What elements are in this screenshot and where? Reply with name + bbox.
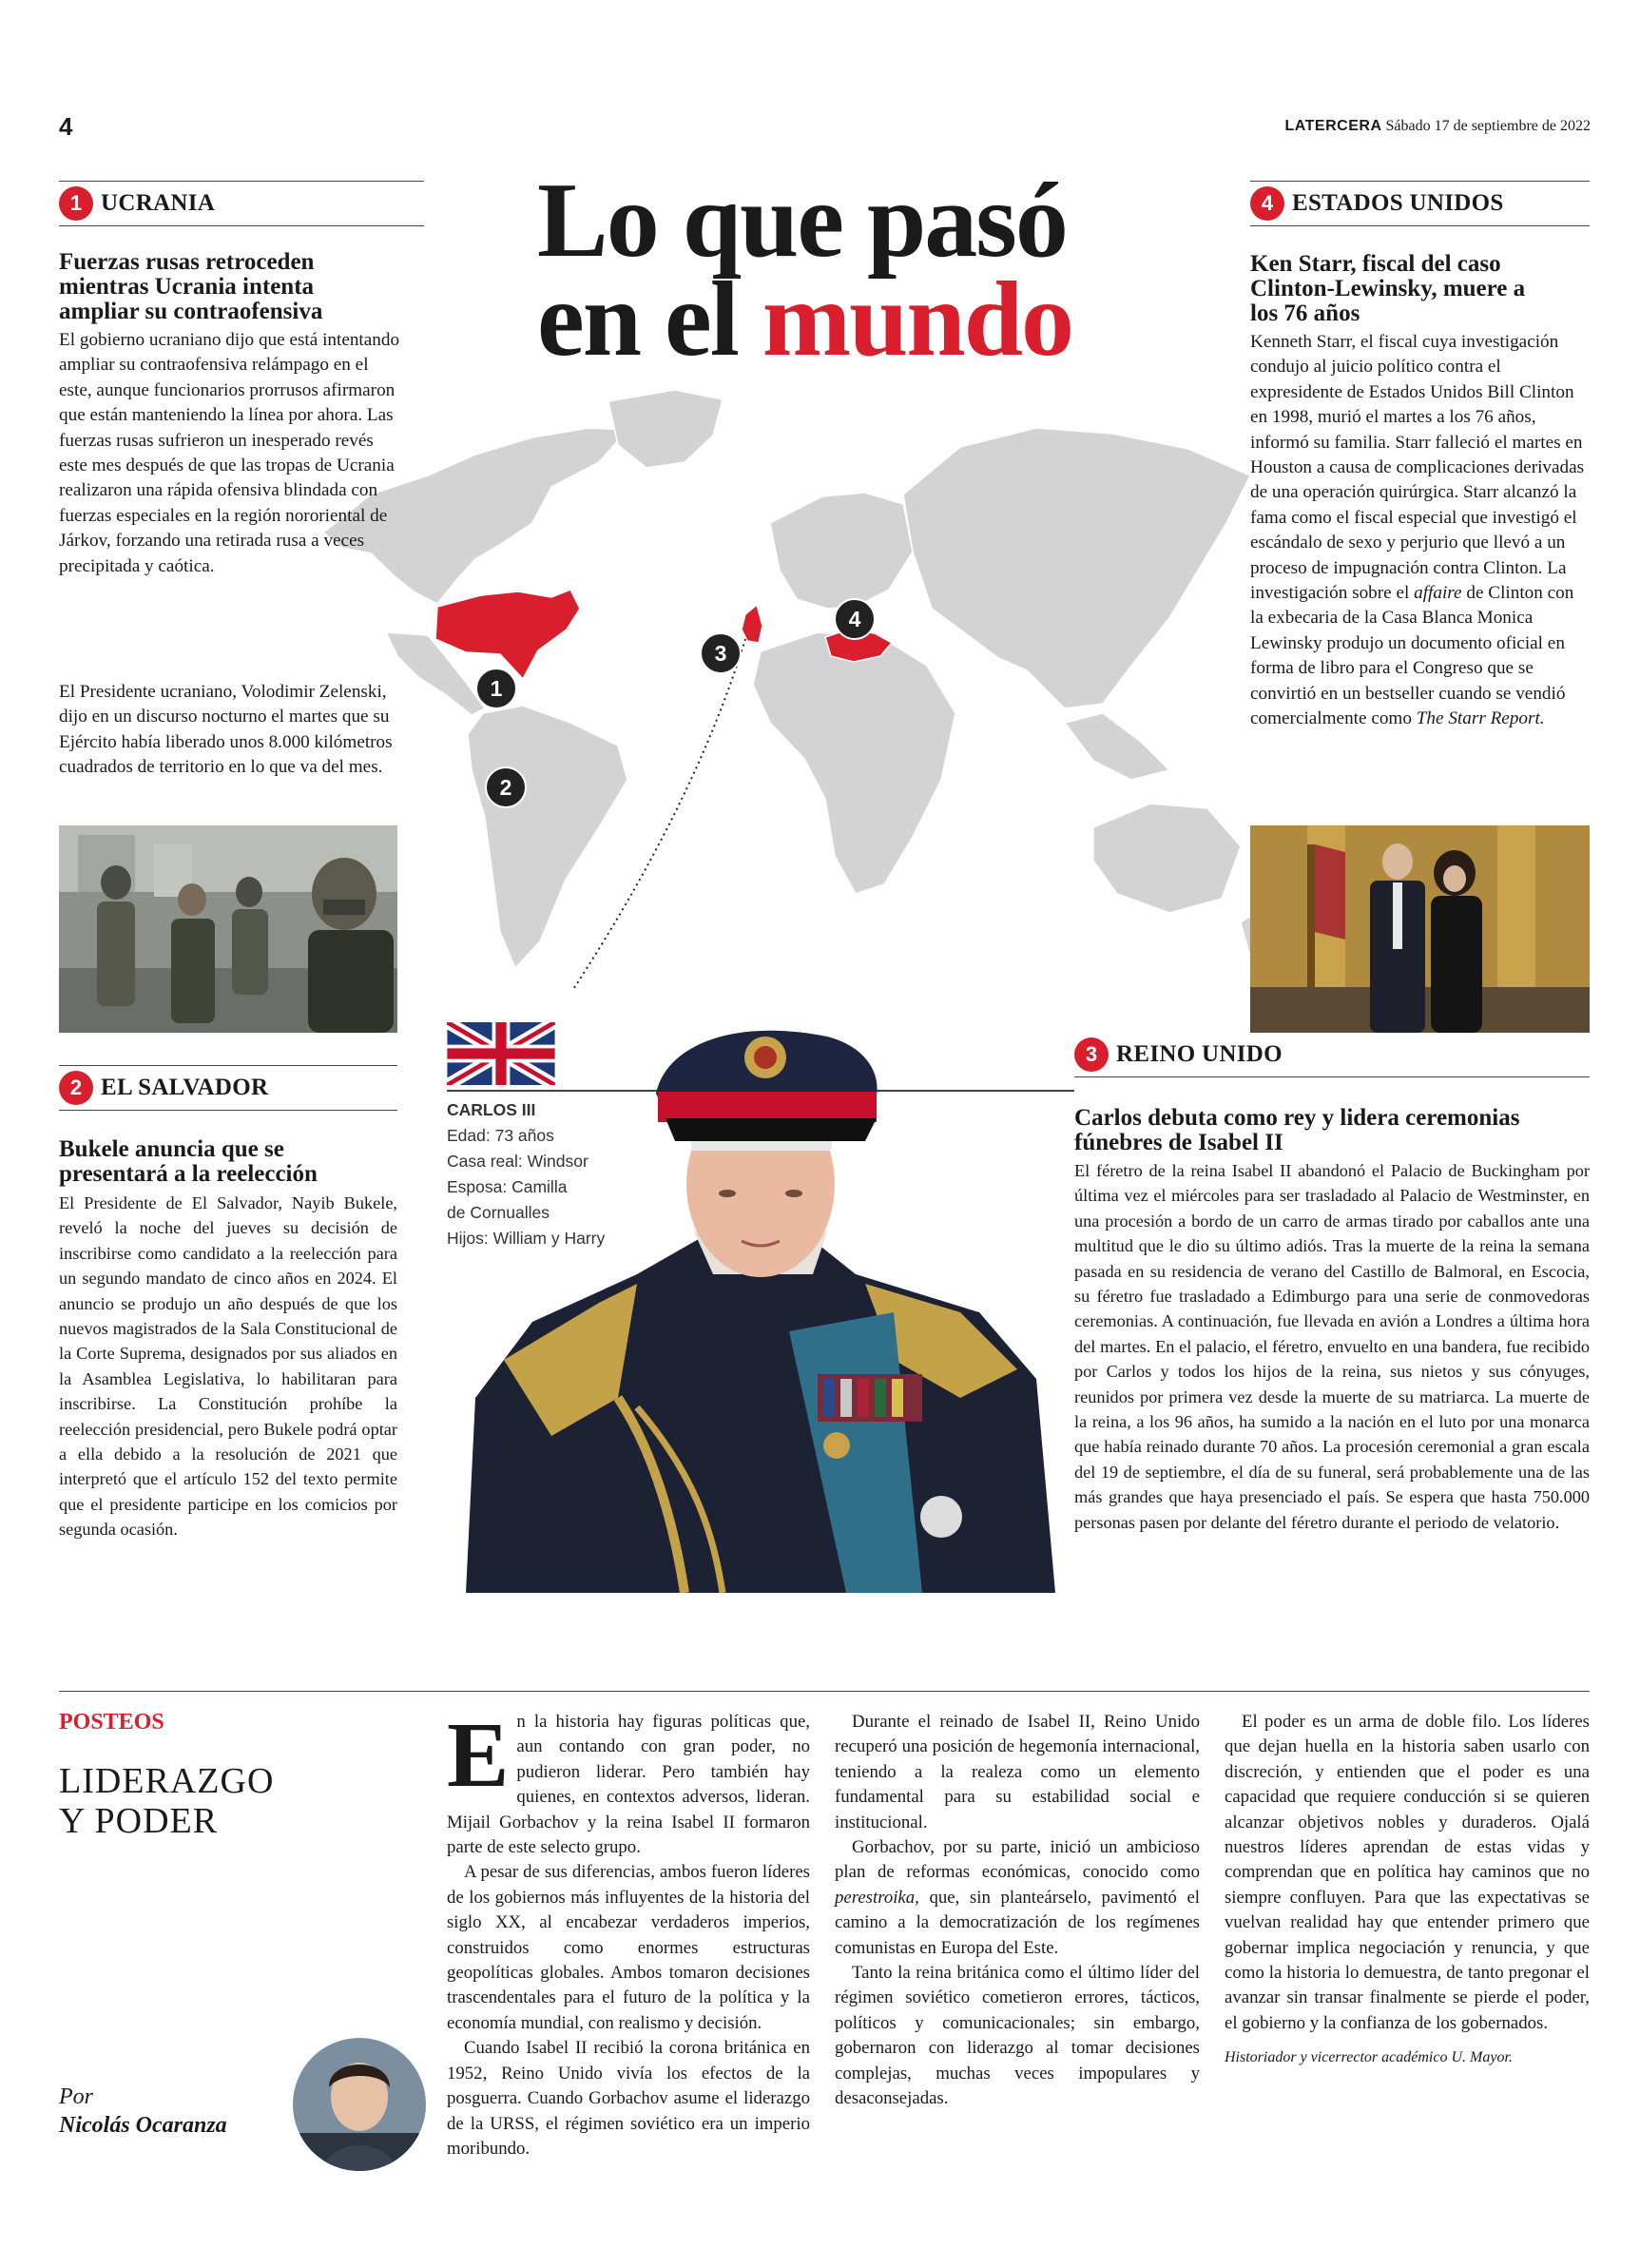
map-australia [1093, 804, 1241, 913]
ukraine-section-label: UCRANIA [101, 190, 216, 216]
map-pin-3: 3 [700, 632, 742, 674]
posteos-title-line2: Y PODER [59, 1801, 219, 1841]
posteos-paragraph-3: Cuando Isabel II recibió la corona británica en 1952, Reino Unido vivía los efectos de la posguerra. Cuando Gorbachov asume el liderazgo de la URSS, el régimen soviético era un imperio moribundo. [447, 2038, 810, 2159]
map-pin-4: 4 [834, 598, 876, 640]
byline-author: Nicolás Ocaranza [59, 2113, 227, 2138]
page-title-line2-black: en el [537, 261, 762, 378]
posteos-column-1 [447, 1704, 810, 2161]
masthead-date: Sábado 17 de septiembre de 2022 [1385, 118, 1591, 134]
ukraine-body-2: El Presidente ucraniano, Volodimir Zelenski, dijo en un discurso nocturno el martes que su Ejército había liberado unos 8.000 kilómetros cuadrados de territorio en lo que va del mes. [59, 682, 393, 778]
dropcap: E [447, 1704, 510, 1807]
ukraine-header [59, 181, 424, 226]
posteos-column-2 [835, 1710, 1200, 2112]
byline [59, 2083, 227, 2140]
map-greenland [608, 390, 723, 468]
posteos-paragraph-2: A pesar de sus diferencias, ambos fueron líderes de los gobiernos más influyentes de la historia del siglo XX, al encabezar verdaderos imperios, construidos como enormes estructuras geopolíticas globales. Ambos tomaron decisiones trascendentales para el futuro de la política y la economía mundial, con realismo y decisión. [447, 1862, 810, 2033]
el-salvador-section [59, 1065, 397, 1111]
byline-by: Por [59, 2084, 93, 2109]
carlos-info-spouse-2: de Cornualles [447, 1203, 550, 1222]
usa-section-label: ESTADOS UNIDOS [1292, 190, 1504, 216]
map-asia [903, 428, 1250, 708]
map-usa-highlight [435, 590, 580, 679]
usa-header [1250, 181, 1590, 226]
usa-body-part-a: Kenneth Starr, el fiscal cuya investigación condujo al juicio político contra el expresidente de Estados Unidos Bill Clinton en 1998, murió el martes a los 76 años, informó su familia. Starr falleció el martes en Houston a causa de complicaciones derivadas de una operación quirúrgica. Starr alcanzó la fama como el fiscal especial que investigó el escándalo de sexo y perjurio que llevó a un proceso de impugnación contra Clinton. La investigación sobre el [1250, 332, 1585, 604]
posteos-kicker: POSTEOS [59, 1710, 164, 1735]
map-pin-1: 1 [475, 668, 517, 709]
carlos-info-age: Edad: 73 años [447, 1126, 554, 1145]
page-title-line2 [537, 261, 1072, 378]
author-avatar [293, 2038, 426, 2171]
usa-body-part-b: de Clinton con la exbecaria de la Casa Blanca Monica Lewinsky produjo un documento oficial en forma de libro para el Congreso que se convirtió en un bestseller cuando se vendió comercialmente como [1250, 583, 1574, 729]
uk-section-label: REINO UNIDO [1116, 1041, 1283, 1067]
ukraine-badge: 1 [59, 186, 93, 221]
world-map [314, 380, 1264, 989]
masthead-brand: LATERCERA [1284, 118, 1382, 134]
posteos-paragraph-1: n la historia hay figuras políticas que, aun contando con gran poder, no pudieron liderar. Pero también hay quienes, en contextos adversos, lideran. Mijail Gorbachov y la reina Isabel II formaron parte de este selecto grupo. [447, 1712, 810, 1858]
ukraine-body: El gobierno ucraniano dijo que está intentando ampliar su contraofensiva relámpago en el este, aunque funcionarios prorrusos afirmaron que están manteniendo la línea por ahora. Las fuerzas rusas sufrieron un inesperado revés este mes después de que las tropas de Ucrania realizaron una rápida ofensiva blindada con fuerzas especiales en la región nororiental de Járkov, forzando una retirada rusa a veces precipitada y caótica. [59, 330, 400, 576]
posteos-paragraph-5 [835, 1835, 1200, 1961]
carlos-info-name: CARLOS III [447, 1100, 536, 1119]
uk-section [1074, 1033, 1590, 1077]
king-charles-photo [447, 998, 1055, 1593]
el-salvador-headline: Bukele anuncia que se presentará a la reelección [59, 1136, 318, 1187]
uk-header [1074, 1033, 1590, 1077]
el-salvador-body: El Presidente de El Salvador, Nayib Bukele, reveló la noche del jueves su decisión de inscribirse como candidato a la reelección para un segundo mandato de cinco años en 2024. El anuncio se produjo un año después de que los nuevos magistrados de la Sala Constitucional de la Corte Suprema, designados por sus aliados en la Asamblea Legislativa, lo habilitaran para inscribirse. La Constitución prohíbe la reelección presidencial, pero Bukele podrá optar a ella debido a la resolución de 2021 que interpretó que el artículo 152 del texto permite que el presidente participe en los comicios por segunda ocasión. [59, 1193, 397, 1540]
page-title-line2-red: mundo [762, 261, 1072, 378]
page-title [537, 162, 1072, 378]
usa-body-emphasis-affaire: affaire [1414, 583, 1462, 604]
posteos-paragraph-5-emphasis: perestroika [835, 1887, 916, 1908]
ukraine-headline: Fuerzas rusas retroceden mientras Ucrania intenta ampliar su contraofensiva [59, 249, 323, 324]
el-salvador-section-label: EL SALVADOR [101, 1075, 269, 1100]
carlos-info-spouse-1: Esposa: Camilla [447, 1177, 568, 1196]
map-africa [753, 632, 955, 894]
usa-section [1250, 181, 1590, 226]
map-southeast-asia [1065, 713, 1169, 780]
map-pin-2: 2 [485, 766, 527, 808]
posteos-paragraph-4: Durante el reinado de Isabel II, Reino Unido recuperó una posición de hegemonía internacional, teniendo a la realeza como un elemento fundamental para su estabilidad social e institucional. [835, 1712, 1200, 1832]
posteos-paragraph-5-b: , que, sin planteárselo, pavimentó el camino a la democratización de los regímenes comunistas en Europa del Este. [835, 1887, 1200, 1958]
page-number: 4 [59, 112, 73, 141]
el-salvador-header [59, 1065, 397, 1111]
usa-photo [1250, 825, 1590, 1033]
posteos-paragraph-7: El poder es un arma de doble filo. Los líderes que dejan huella en la historia saben usarlo con discreción, y entienden que el poder es una capacidad que requiere conducción si se quieren alcanzar objetivos nobles y duraderos. Ojalá nuestros líderes aprendan de estas vidas y comprendan que en política hay caminos que no siempre confluyen. Para que las expectativas se vuelvan realidad hay que entender primero que gobernar implica negociación y renuncia, y que como la historia lo demuestra, de tanto pregonar el avanzar sin transar finalmente se pierde el poder, el gobierno y la confianza de los gobernados. [1225, 1712, 1590, 2033]
ukraine-photo [59, 825, 397, 1033]
posteos-title [59, 1761, 274, 1841]
map-uk-highlight [742, 605, 762, 643]
carlos-info-children: Hijos: William y Harry [447, 1229, 606, 1248]
masthead [1285, 118, 1591, 135]
map-south-america [468, 706, 627, 968]
el-salvador-badge: 2 [59, 1071, 93, 1105]
ukraine-section [59, 181, 424, 226]
usa-body [1250, 330, 1590, 732]
page-title-line1: Lo que pasó [537, 162, 1067, 280]
posteos-title-line1: LIDERAZGO [59, 1761, 275, 1801]
usa-headline: Ken Starr, fiscal del caso Clinton-Lewinsky, muere a los 76 años [1250, 251, 1526, 326]
uk-body: El féretro de la reina Isabel II abandonó el Palacio de Buckingham por última vez el miércoles para ser trasladado al Palacio de Westminster, en una procesión a bordo de un carro de armas tirado por caballos ante una multitud que le dio su último adiós. Tras la muerte de la reina la semana pasada en su residencia de verano del Castillo de Balmoral, en Escocia, su féretro fue trasladado a Edimburgo para una serie de conmovedoras ceremonias. A continuación, fue llevada en avión a Londres a última hora del martes. En el palacio, el féretro, envuelto en una bandera, fue recibido por Carlos y todos los hijos de la reina, sus nietos y sus cónyuges, reunidos por primera vez desde la muerte de su matriarca. La muerte de la reina, a los 96 años, ha sumido a la nación en el luto por una monarca que había reinado durante 70 años. La procesión ceremonial a gran escala del 19 de septiembre, el día de su funeral, será probablemente una de las más grandes que haya presenciado el país. Se espera que hasta 750.000 personas pasen por delante del féretro durante el periodo de velatorio. [1074, 1161, 1590, 1532]
posteos-column-3 [1225, 1710, 1590, 2068]
map-europe [770, 493, 913, 609]
posteos-signature: Historiador y vicerrector académico U. Mayor. [1225, 2049, 1513, 2066]
uk-badge: 3 [1074, 1037, 1109, 1072]
usa-badge: 4 [1250, 186, 1284, 221]
uk-headline: Carlos debuta como rey y lidera ceremonias fúnebres de Isabel II [1074, 1105, 1520, 1155]
posteos-paragraph-6: Tanto la reina británica como el último líder del régimen soviético cometieron errores, tácticos, políticos y comunicacionales; sin embargo, gobernaron con liderazgo al tomar decisiones complejas, muchas veces impopulares y desaconsejadas. [835, 1963, 1200, 2109]
section-divider [59, 1691, 1590, 1692]
carlos-info-house: Casa real: Windsor [447, 1152, 588, 1171]
usa-body-emphasis-report: The Starr Report. [1416, 708, 1545, 729]
posteos-paragraph-5-a: Gorbachov, por su parte, inició un ambicioso plan de reformas económicas, conocido como [835, 1837, 1200, 1883]
